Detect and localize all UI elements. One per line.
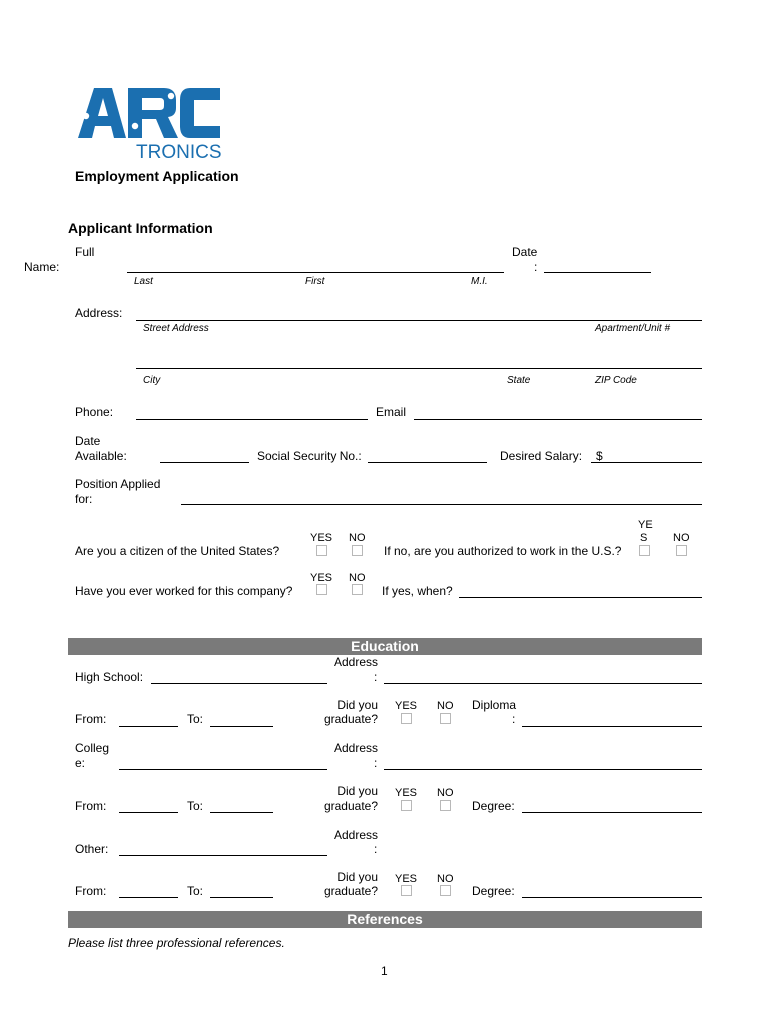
full-label: Full bbox=[75, 245, 95, 259]
apt-sublabel: Apartment/Unit # bbox=[595, 323, 671, 334]
hs-yes-checkbox[interactable] bbox=[401, 713, 412, 724]
hs-graduate: graduate? bbox=[323, 712, 378, 726]
if-yes-when-label: If yes, when? bbox=[382, 584, 453, 598]
logo-subtext: TRONICS bbox=[136, 142, 222, 163]
page-number: 1 bbox=[381, 964, 388, 978]
references-heading: References bbox=[68, 911, 702, 928]
date-colon: : bbox=[534, 260, 538, 274]
college-to-label: To: bbox=[187, 799, 204, 813]
other-did-you: Did you bbox=[337, 870, 378, 884]
college-no-checkbox[interactable] bbox=[440, 800, 451, 811]
last-sublabel: Last bbox=[134, 276, 153, 287]
authorized-yes-label-top: YE bbox=[638, 519, 653, 531]
other-from-field[interactable] bbox=[119, 883, 178, 898]
hs-yes-label: YES bbox=[395, 700, 418, 712]
full-name-field[interactable] bbox=[127, 258, 504, 273]
college-address-label: Address bbox=[334, 741, 379, 755]
zip-sublabel: ZIP Code bbox=[595, 375, 637, 386]
city-state-zip-field[interactable] bbox=[136, 354, 702, 369]
college-no-label: NO bbox=[437, 787, 454, 799]
college-to-field[interactable] bbox=[210, 798, 273, 813]
phone-field[interactable] bbox=[136, 405, 368, 420]
email-field[interactable] bbox=[414, 405, 702, 420]
first-sublabel: First bbox=[305, 276, 325, 287]
other-label: Other: bbox=[75, 842, 109, 856]
worked-no-label: NO bbox=[349, 572, 366, 584]
other-to-label: To: bbox=[187, 884, 204, 898]
college-graduate: graduate? bbox=[323, 799, 378, 813]
salary-label: Desired Salary: bbox=[500, 449, 583, 463]
college-address-colon: : bbox=[374, 756, 378, 770]
authorized-no-label: NO bbox=[673, 532, 690, 544]
citizen-question: Are you a citizen of the United States? bbox=[75, 544, 280, 558]
date-label: Date bbox=[512, 245, 538, 259]
phone-label: Phone: bbox=[75, 405, 114, 419]
other-yes-checkbox[interactable] bbox=[401, 885, 412, 896]
college-did-you: Did you bbox=[337, 784, 378, 798]
position-label-2: for: bbox=[75, 492, 93, 506]
worked-yes-label: YES bbox=[310, 572, 333, 584]
worked-no-checkbox[interactable] bbox=[352, 584, 363, 595]
street-address-field[interactable] bbox=[136, 306, 702, 321]
citizen-no-label: NO bbox=[349, 532, 366, 544]
diploma-colon: : bbox=[512, 712, 516, 726]
college-address-field[interactable] bbox=[384, 755, 702, 770]
document-title: Employment Application bbox=[75, 168, 239, 184]
name-label: Name: bbox=[24, 260, 60, 274]
hs-to-label: To: bbox=[187, 712, 204, 726]
college-from-label: From: bbox=[75, 799, 107, 813]
college-yes-checkbox[interactable] bbox=[401, 800, 412, 811]
worked-question: Have you ever worked for this company? bbox=[75, 584, 293, 598]
city-sublabel: City bbox=[143, 375, 161, 386]
date-available-label-2: Available: bbox=[75, 449, 127, 463]
other-field[interactable] bbox=[119, 841, 327, 856]
diploma-field[interactable] bbox=[522, 712, 702, 727]
hs-no-checkbox[interactable] bbox=[440, 713, 451, 724]
other-yes-label: YES bbox=[395, 873, 418, 885]
applicant-section-heading: Applicant Information bbox=[68, 220, 213, 236]
college-field[interactable] bbox=[119, 755, 327, 770]
other-degree-label: Degree: bbox=[472, 884, 515, 898]
authorized-yes-label-bottom: S bbox=[640, 532, 648, 544]
date-field[interactable] bbox=[544, 258, 651, 273]
other-no-label: NO bbox=[437, 873, 454, 885]
worked-yes-checkbox[interactable] bbox=[316, 584, 327, 595]
email-label: Email bbox=[376, 405, 407, 419]
education-heading: Education bbox=[68, 638, 702, 655]
street-sublabel: Street Address bbox=[143, 323, 209, 334]
authorized-no-checkbox[interactable] bbox=[676, 545, 687, 556]
citizen-no-checkbox[interactable] bbox=[352, 545, 363, 556]
hs-to-field[interactable] bbox=[210, 712, 273, 727]
high-school-field[interactable] bbox=[151, 669, 327, 684]
position-field[interactable] bbox=[181, 490, 702, 505]
college-label-2: e: bbox=[75, 756, 86, 770]
salary-dollar: $ bbox=[596, 449, 603, 463]
other-from-label: From: bbox=[75, 884, 107, 898]
desired-salary-field[interactable] bbox=[591, 448, 702, 463]
hs-did-you: Did you bbox=[337, 698, 378, 712]
state-sublabel: State bbox=[507, 375, 531, 386]
citizen-yes-label: YES bbox=[310, 532, 333, 544]
other-address-label: Address bbox=[334, 828, 379, 842]
ssn-label: Social Security No.: bbox=[257, 449, 362, 463]
college-label-1: Colleg bbox=[75, 741, 110, 755]
date-available-field[interactable] bbox=[160, 448, 249, 463]
college-yes-label: YES bbox=[395, 787, 418, 799]
authorized-question: If no, are you authorized to work in the U.S.? bbox=[384, 544, 622, 558]
ssn-field[interactable] bbox=[368, 448, 487, 463]
hs-address-label: Address bbox=[334, 655, 379, 669]
college-degree-label: Degree: bbox=[472, 799, 515, 813]
if-yes-when-field[interactable] bbox=[459, 583, 702, 598]
references-note: Please list three professional references. bbox=[68, 936, 285, 950]
hs-from-field[interactable] bbox=[119, 712, 178, 727]
mi-sublabel: M.I. bbox=[471, 276, 488, 287]
other-graduate: graduate? bbox=[323, 884, 378, 898]
citizen-yes-checkbox[interactable] bbox=[316, 545, 327, 556]
hs-no-label: NO bbox=[437, 700, 454, 712]
other-address-colon: : bbox=[374, 842, 378, 856]
position-label-1: Position Applied bbox=[75, 477, 161, 491]
diploma-label: Diploma bbox=[472, 698, 517, 712]
other-to-field[interactable] bbox=[210, 883, 273, 898]
college-from-field[interactable] bbox=[119, 798, 178, 813]
date-available-label-1: Date bbox=[75, 434, 101, 448]
other-degree-field[interactable] bbox=[522, 883, 702, 898]
high-school-label: High School: bbox=[75, 670, 144, 684]
other-no-checkbox[interactable] bbox=[440, 885, 451, 896]
company-logo bbox=[78, 86, 223, 164]
address-label: Address: bbox=[75, 306, 123, 320]
hs-address-field[interactable] bbox=[384, 669, 702, 684]
hs-from-label: From: bbox=[75, 712, 107, 726]
authorized-yes-checkbox[interactable] bbox=[639, 545, 650, 556]
hs-address-colon: : bbox=[374, 670, 378, 684]
college-degree-field[interactable] bbox=[522, 798, 702, 813]
